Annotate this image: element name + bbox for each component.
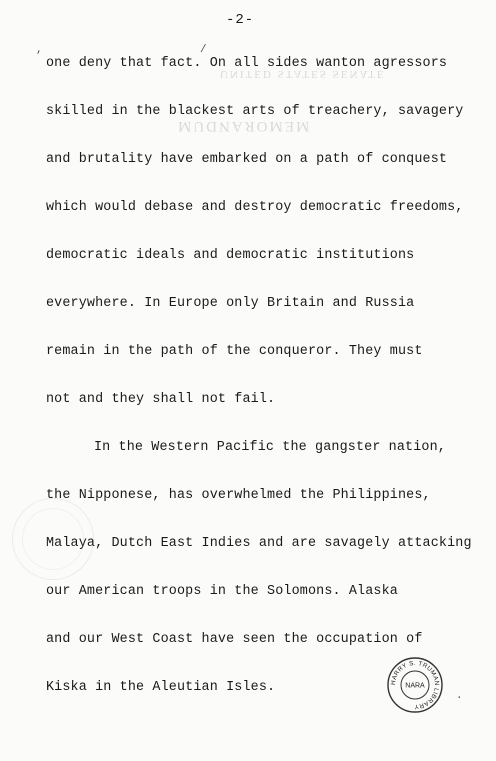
margin-mark: , xyxy=(36,44,43,56)
margin-mark: / xyxy=(200,44,207,56)
stamp-center-text: NARA xyxy=(405,682,425,690)
truman-library-stamp xyxy=(386,656,444,714)
text-line: Kiska in the Aleutian Isles. xyxy=(46,680,276,695)
page-number: -2- xyxy=(226,12,255,28)
text-line: Malaya, Dutch East Indies and are savagely attacking xyxy=(46,536,472,551)
stamp-seal-graphic xyxy=(386,656,444,714)
text-line: and brutality have embarked on a path of conquest xyxy=(46,152,448,167)
text-line: our American troops in the Solomons. Alaska xyxy=(46,584,398,599)
text-line: the Nipponese, has overwhelmed the Philippines, xyxy=(46,488,431,503)
text-line: democratic ideals and democratic institutions xyxy=(46,248,415,263)
text-line: one deny that fact. On all sides wanton agressors xyxy=(46,56,448,71)
text-line: everywhere. In Europe only Britain and Russia xyxy=(46,296,415,311)
memo-watermark: MEMORANDUM xyxy=(176,118,310,134)
text-line: remain in the path of the conqueror. They must xyxy=(46,344,423,359)
letterhead-watermark: UNITED STATES SENATE xyxy=(220,68,386,80)
stamp-ring-text: HARRY S. TRUMAN LIBRARY xyxy=(389,659,441,711)
text-line: and our West Coast have seen the occupation of xyxy=(46,632,423,647)
text-line: not and they shall not fail. xyxy=(46,392,276,407)
text-line: which would debase and destroy democratic freedoms, xyxy=(46,200,464,215)
margin-mark: . xyxy=(456,690,463,702)
text-line: In the Western Pacific the gangster nation, xyxy=(94,440,446,455)
text-line: skilled in the blackest arts of treachery, savagery xyxy=(46,104,464,119)
